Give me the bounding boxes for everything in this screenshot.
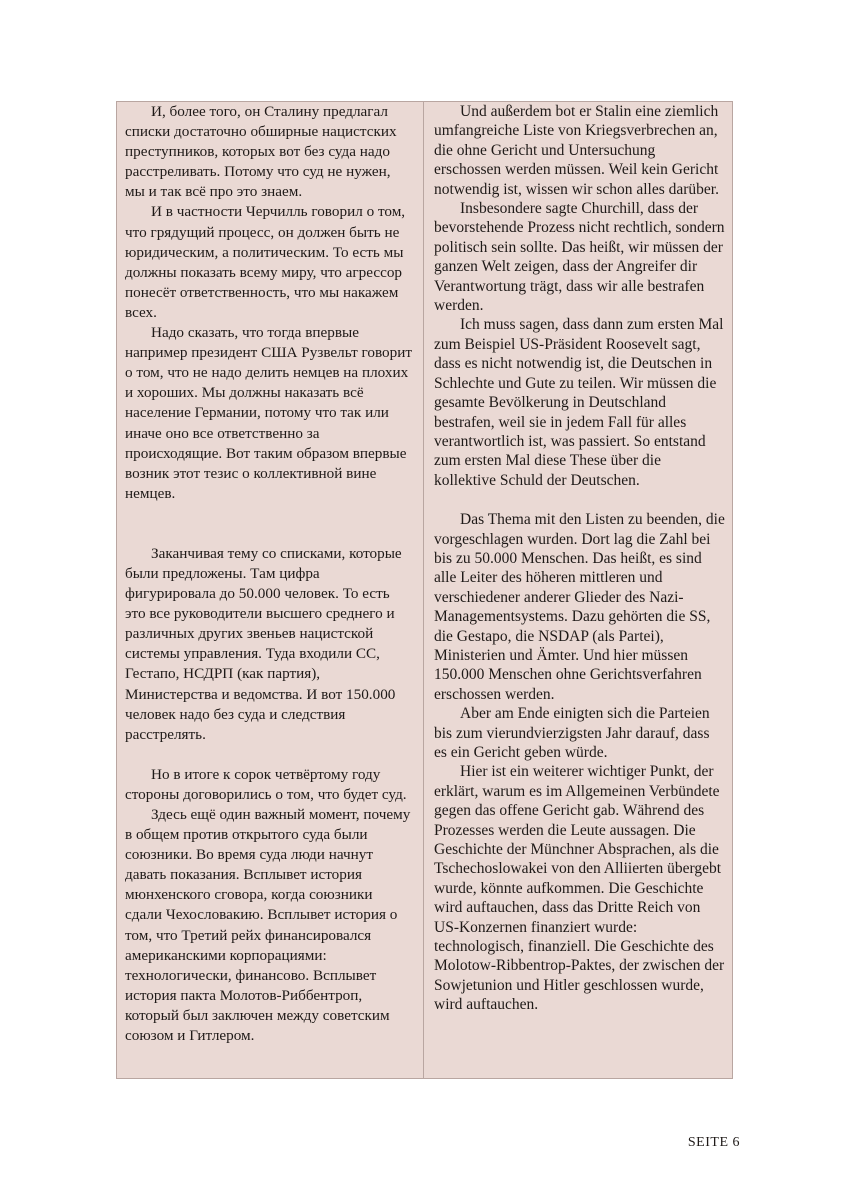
de-paragraph-5: Aber am Ende einigten sich die Parteien bis zum vierundvierzigsten Jahr darauf, dass es ein Gericht geben würde. bbox=[434, 705, 710, 761]
ru-paragraph-3: Надо сказать, что тогда впервые например президент США Рузвельт говорит о том, что не надо делить немцев на плохих и хороших. Мы должны наказать всё население Германии, потому что так или иначе оно все ответственно за происходящие. Вот таким образом впервые возник этот тезис о коллективной вине немцев. bbox=[125, 324, 412, 502]
de-paragraph-3: Ich muss sagen, dass dann zum ersten Mal zum Beispiel US-Präsident Roosevelt sagt, dass es nicht notwendig ist, die Deutschen in Schlechte und Gute zu teilen. Wir müssen die gesamte Bevölkerung in Deutschland bestrafen, weil sie in jedem Fall für alles verantwortlich ist, was passiert. So entstand zum ersten Mal diese These über die kollektive Schuld der Deutschen. bbox=[434, 316, 724, 489]
paragraph-gap bbox=[434, 490, 726, 510]
ru-paragraph-1: И, более того, он Сталину предлагал списки достаточно обширные нацистских преступников, которых вот без суда надо расстреливать. Потому что суд не нужен, мы и так всё про это знаем. bbox=[125, 103, 397, 201]
de-paragraph-2: Insbesondere sagte Churchill, dass der bevorstehende Prozess nicht rechtlich, sondern politisch sein sollte. Das heißt, wir müssen der ganzen Welt zeigen, dass der Angreifer dir Verantwortung trägt, dass wir alle bestrafen werden. bbox=[434, 200, 725, 315]
ru-paragraph-4: Заканчивая тему со списками, которые были предложены. Там цифра фигурировала до 50.000 человек. То есть это все руководители высшего среднего и различных других звеньев нацистской системы управления. Туда входили СС, Гестапо, НСДРП (как партия), Министерства и ведомства. И вот 150.000 человек надо без суда и следствия расстрелять. bbox=[125, 544, 402, 743]
ru-paragraph-2: И в частности Черчилль говорил о том, что грядущий процесс, он должен быть не юридическим, а политическим. То есть мы должны показать всему миру, что агрессор понесёт ответственность, что мы накажем всех. bbox=[125, 203, 406, 321]
page-number: SEITE 6 bbox=[687, 1135, 740, 1150]
de-paragraph-6: Hier ist ein weiterer wichtiger Punkt, der erklärt, warum es im Allgemeinen Verbündete gegen das offene Gericht gab. Während des Prozesses werden die Leute aussagen. Die Geschichte der Münchner Absprachen, als die Tschechoslowakei von den Alliierten übergebt wurde, könnte aufkommen. Die Geschichte wird auftauchen, dass das Dritte Reich von US-Konzernen finanziert wurde: technologisch, finanziell. Die Geschichte des Molotow-Ribbentrop-Paktes, der zwischen der Sowjetunion und Hitler geschlossen wurde, wird auftauchen. bbox=[434, 763, 725, 1014]
de-paragraph-4: Das Thema mit den Listen zu beenden, die vorgeschlagen wurden. Dort lag die Zahl bei bis zu 50.000 Menschen. Das heißt, es sind alle Leiter des höheren mittleren und verschiedener anderer Glieder des Nazi-Managementsystems. Dazu gehörten die SS, die Gestapo, die NSDAP (als Partei), Ministerien und Ämter. Und hier müssen 150.000 Menschen ohne Gerichtsverfahren erschossen werden. bbox=[434, 511, 725, 703]
russian-column bbox=[117, 102, 424, 1078]
ru-paragraph-5: Но в итоге к сорок четвёртому году стороны договорились о том, что будет суд. bbox=[125, 765, 407, 803]
de-paragraph-1: Und außerdem bot er Stalin eine ziemlich umfangreiche Liste von Kriegsverbrechen an, die ohne Gericht und Untersuchung erschossen werden müssen. Weil kein Gericht notwendig ist, wissen wir schon alles darüber. bbox=[434, 103, 719, 198]
paragraph-gap bbox=[125, 504, 413, 544]
german-column bbox=[424, 102, 732, 1078]
ru-paragraph-6: Здесь ещё один важный момент, почему в общем против открытого суда были союзники. Во время суда люди начнут давать показания. Всплывет история мюнхенского сговора, когда союзники сдали Чехословакию. Всплывет история о том, что Третий рейх финансировался американскими корпорациями: технологически, финансово. Всплывет история пакта Молотов-Риббентроп, который был заключен между советским союзом и Гитлером. bbox=[125, 806, 411, 1045]
paragraph-gap bbox=[125, 745, 413, 765]
bilingual-table bbox=[116, 101, 733, 1079]
